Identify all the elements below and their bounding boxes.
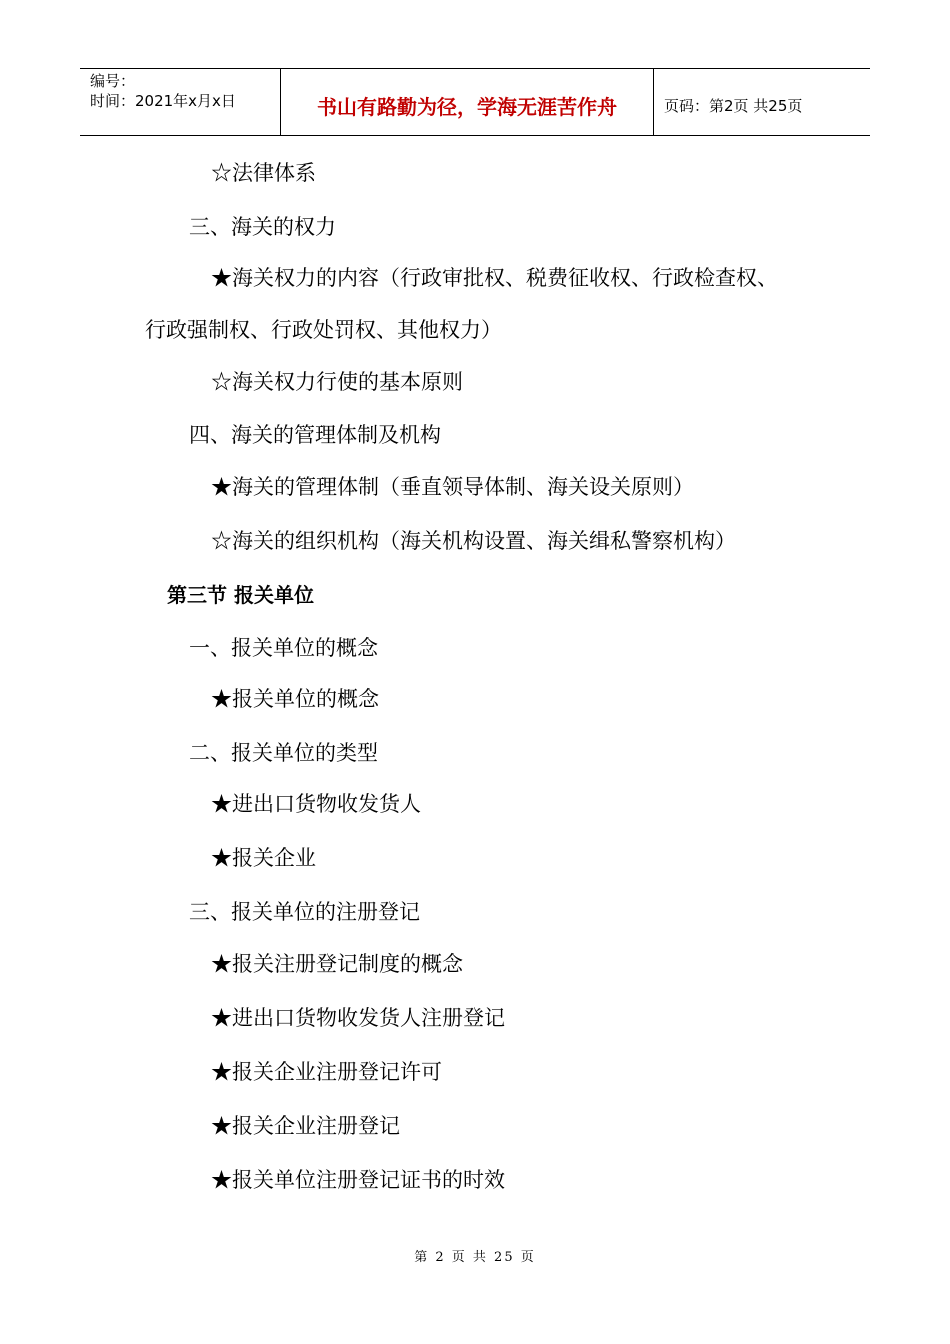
body-line: ☆法律体系 [211,161,316,185]
body-line: ★报关企业注册登记 [211,1114,400,1138]
body-line: ☆海关的组织机构（海关机构设置、海关缉私警察机构） [211,529,736,553]
body-line: ★海关权力的内容（行政审批权、税费征收权、行政检查权、 [211,266,778,290]
header-time-label: 时间：2021年x月x日 [90,92,236,110]
section-heading: 二、报关单位的类型 [189,741,378,765]
section-heading: 一、报关单位的概念 [189,636,378,660]
body-line: ★进出口货物收发货人 [211,792,421,816]
body-line: ★报关注册登记制度的概念 [211,952,463,976]
body-line: ★报关单位的概念 [211,687,379,711]
page-header [80,68,870,136]
body-line: ★进出口货物收发货人注册登记 [211,1006,505,1030]
body-line: ☆海关权力行使的基本原则 [211,370,463,394]
header-number-label: 编号： [90,72,136,90]
body-line: ★海关的管理体制（垂直领导体制、海关设关原则） [211,475,694,499]
header-meta [80,69,281,135]
body-line: 行政强制权、行政处罚权、其他权力） [145,318,502,342]
body-line: ★报关单位注册登记证书的时效 [211,1168,505,1192]
header-page-info: 页码：第2页 共25页 [664,96,803,115]
body-line: ★报关企业 [211,846,316,870]
section-heading: 三、海关的权力 [189,215,336,239]
section-heading: 三、报关单位的注册登记 [189,900,420,924]
page-footer: 第 2 页 共 25 页 [414,1250,536,1265]
header-motto: 书山有路勤为径，学海无涯苦作舟 [281,69,654,135]
chapter-section-title: 第三节 报关单位 [167,583,314,607]
section-heading: 四、海关的管理体制及机构 [189,423,441,447]
body-line: ★报关企业注册登记许可 [211,1060,442,1084]
